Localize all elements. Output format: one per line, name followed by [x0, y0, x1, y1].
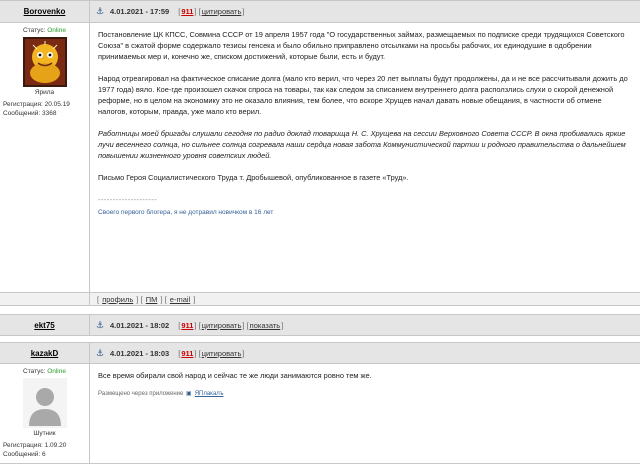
user-panel: [0, 23, 90, 292]
show-post-link[interactable]: показать: [249, 320, 281, 330]
avatar-caption: Ярила: [34, 89, 55, 96]
post-meta: ⚓ 4.01.2021 - 18:03 [ 911 ] [ цитировать ]: [96, 347, 245, 358]
quote-link[interactable]: цитировать: [201, 320, 242, 330]
signature: Своего первого блогера, я не дотравил новичком в 16 лет: [98, 209, 274, 216]
post-paragraph: Работницы моей бригады слушали сегодня по радио доклад товарища Н. С. Хрущева на сессии Верховного Совета СССР. В окна пробивались яркие лучи весеннего солнца, но сильнее солнца согревала наши сердца новая забота Коммунистической партии и родного правительства о дальнейшем повышении жизненного уровня советских людей.: [98, 129, 626, 160]
user-status: Статус: Online: [23, 27, 66, 34]
posted-via: Размещено через приложение ▣ ЯПлакалъ: [98, 391, 224, 397]
anchor-icon[interactable]: ⚓: [96, 319, 105, 330]
user-registration: Регистрация: 1.09.20: [3, 442, 67, 449]
post-meta: ⚓ 4.01.2021 - 17:59 [ 911 ] [ цитировать ]: [96, 6, 245, 16]
email-link[interactable]: e-mail: [169, 295, 191, 304]
user-registration: Регистрация: 20.05.19: [3, 101, 70, 108]
profile-link[interactable]: профиль: [102, 295, 134, 304]
post-date: 4.01.2021 - 18:02: [110, 320, 170, 330]
rating-link[interactable]: 911: [181, 7, 194, 16]
post-body: [0, 364, 640, 464]
user-status: Статус: Online: [23, 368, 66, 375]
post-content: [90, 364, 640, 463]
post-paragraph: Все время обирали свой народ и сейчас те же люди занимаются ровно тем же.: [98, 371, 372, 380]
post-header: [0, 1, 640, 23]
signature-divider: --------------------: [98, 195, 158, 204]
post-paragraph: Народ отреагировал на фактическое списание долга (мало кто верил, что через 20 лет выплаты будут продолжены, да и не все рассчитывали дожить до 1977 года) вяло. Кое-где произошел скачок спроса на товары, так как следом за списанием внутреннего долга расползлись слухи о скорой денежной реформе, но в целом на экономику это не оказало влияния, тем более, что вскоре Хрущев начал давать новые обещания, в частности об отмене налогов, которым, правда, уже мало кто верил.: [98, 74, 628, 116]
post-date: 4.01.2021 - 18:03: [110, 348, 170, 358]
anchor-icon[interactable]: ⚓: [96, 347, 105, 358]
post-body: [0, 23, 640, 293]
quote-link[interactable]: цитировать: [201, 7, 242, 16]
post-paragraph: Письмо Героя Социалистического Труда т. Дробышевой, опубликованное в газете «Труд».: [98, 173, 409, 182]
post-content: [90, 23, 640, 292]
rating-link[interactable]: 911: [181, 348, 194, 358]
post-header: [0, 314, 640, 336]
user-message-count: Сообщений: 6: [3, 451, 46, 458]
author-link[interactable]: kazakD: [30, 348, 59, 358]
post-footer: [0, 293, 640, 306]
pm-link[interactable]: ПМ: [145, 295, 158, 304]
app-link[interactable]: ЯПлакалъ: [194, 391, 224, 397]
user-message-count: Сообщений: 3368: [3, 110, 57, 117]
quote-link[interactable]: цитировать: [201, 348, 242, 358]
user-panel: [0, 364, 90, 463]
anchor-icon[interactable]: ⚓: [96, 6, 105, 16]
post-author: [0, 315, 90, 335]
post-actions: [ профиль ] [ ПМ ] [ e-mail ]: [97, 295, 196, 304]
avatar[interactable]: [23, 378, 67, 428]
app-icon: ▣: [186, 391, 192, 397]
avatar[interactable]: [23, 37, 67, 87]
post-author: [0, 1, 90, 22]
author-link[interactable]: ekt75: [34, 320, 55, 330]
rating-link[interactable]: 911: [181, 320, 194, 330]
post-date: 4.01.2021 - 17:59: [110, 7, 170, 16]
post-paragraph: Постановление ЦК КПСС, Совмина СССР от 19 апреля 1957 года "О государственных займах, размещаемых по подписке среди трудящихся Советского Союза" в сжатой форме содержало тезисы генсека и было обильно приправлено отсылками на просьбы рабочих, их единодушие в одобрении принимаемых мер и, конечно же, списком достижений, которые были, есть и будут.: [98, 30, 625, 61]
post-header: [0, 342, 640, 364]
post-meta: ⚓ 4.01.2021 - 18:02 [ 911 ] [ цитировать ] [ показать ]: [96, 319, 284, 330]
post-author: [0, 343, 90, 363]
avatar-caption: Шутник: [33, 430, 56, 437]
author-link[interactable]: Borovenko: [23, 7, 66, 16]
